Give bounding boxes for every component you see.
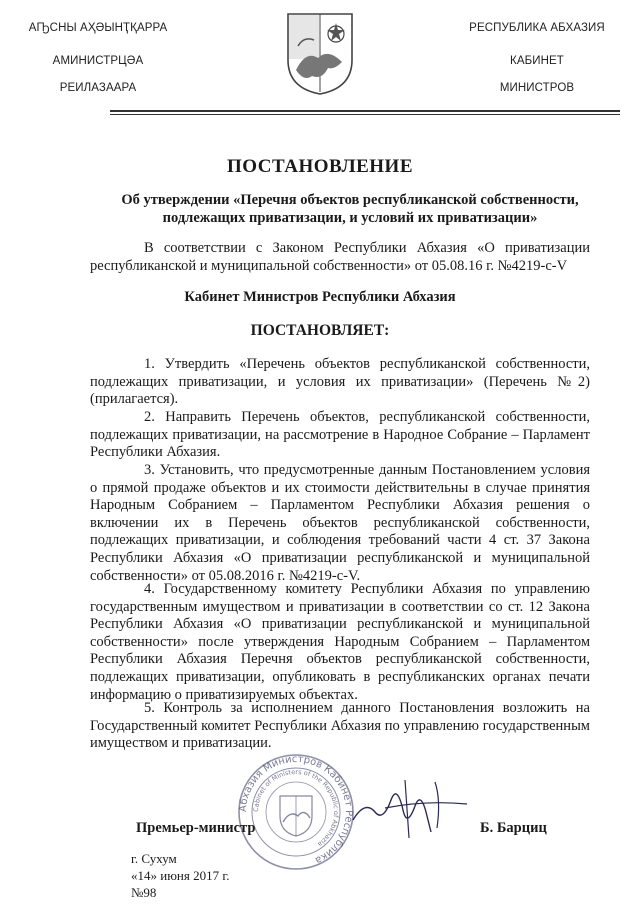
stamp-inner-text: Cabinet of Ministers of the Republic of Abkhazia [251, 767, 341, 849]
subtitle-line-2: подлежащих приватизации, и условий их приватизации» [162, 210, 538, 226]
document-subtitle [90, 191, 610, 227]
decree-item-3-text: 3. Установить, что предусмотренные данным Постановлением условия о прямой продаже объектов и их стоимости действительны в случае принятия Народным Собранием – Парламентом Республики Абхазия решения о включении их в Перечень объектов республиканской собственности, подлежащих приватизации, и соблюдения требований части 4 ст. 37 Закона Республики Абхазия «О приватизации республиканской и муниципальной собственности» от 05.08.2016 г. №4219-с-V. [90, 462, 590, 584]
authority-line: Кабинет Министров Республики Абхазия [184, 289, 456, 305]
decree-item-5 [90, 700, 590, 753]
header-left-line-2: АМИНИСТРЦӘА [52, 55, 144, 67]
subtitle-line-1: Об утверждении «Перечня объектов республиканской собственности, [121, 192, 579, 208]
header-left-line-1: АҦСНЫ АҲӘЫНҬҚАРРА [28, 22, 168, 34]
document-number: №98 [131, 885, 157, 900]
header-right-line-1: РЕСПУБЛИКА АБХАЗИЯ [469, 22, 605, 34]
decree-item-1 [90, 356, 590, 409]
header-divider-thick [110, 110, 620, 112]
signatory-position: Премьер-министр [136, 820, 256, 836]
stamp-outer-text: Абхазия Министров Кабинет Республика [237, 753, 355, 866]
header-divider-thin [110, 114, 620, 115]
document-date: «14» июня 2017 г. [131, 868, 230, 883]
decree-item-4 [90, 581, 590, 704]
preamble-text: В соответствии с Законом Республики Абхазия «О приватизации республиканской и муниципальной собственности» от 05.08.16 г. №4219-с-V [90, 240, 590, 274]
document-city: г. Сухум [131, 851, 177, 866]
signatory-name: Б. Барциц [480, 820, 547, 836]
decree-item-1-text: 1. Утвердить «Перечень объектов республиканской собственности, подлежащих приватизации, и условия их приватизации» (Перечень №2) (прилагается). [90, 356, 590, 408]
decree-item-4-text: 4. Государственному комитету Республики Абхазия по управлению государственным имуществом и приватизации в соответствии со ст. 12 Закона Республики Абхазия «О приватизации республиканской и муниципальной собственности» после утверждения Народным Собранием – Парламентом Республики Абхазия Перечня объектов республиканской собственности, подлежащих приватизации, опубликовать в республиканских органах печати информацию о приватизируемых объектах. [90, 581, 590, 703]
header-right-line-2: КАБИНЕТ [510, 55, 564, 67]
decree-item-2 [90, 409, 590, 462]
decree-item-5-text: 5. Контроль за исполнением данного Постановления возложить на Государственный комитет Республики Абхазия по управлению государственным имуществом и приватизации. [90, 700, 590, 752]
decree-item-2-text: 2. Направить Перечень объектов, республиканской собственности, подлежащих приватизации, на рассмотрение в Народное Собрание – Парламент Республики Абхазия. [90, 409, 590, 461]
document-title: ПОСТАНОВЛЕНИЕ [226, 156, 414, 177]
abkhazia-coat-of-arms-icon [284, 10, 356, 96]
official-seal-stamp [236, 752, 356, 872]
handwritten-signature [345, 770, 470, 840]
header-left-line-3: РЕИЛАЗААРА [59, 82, 137, 94]
decree-word: ПОСТАНОВЛЯЕТ: [250, 322, 390, 339]
decree-item-3 [90, 462, 590, 585]
preamble-paragraph [90, 240, 590, 275]
header-right-line-3: МИНИСТРОВ [499, 82, 575, 94]
